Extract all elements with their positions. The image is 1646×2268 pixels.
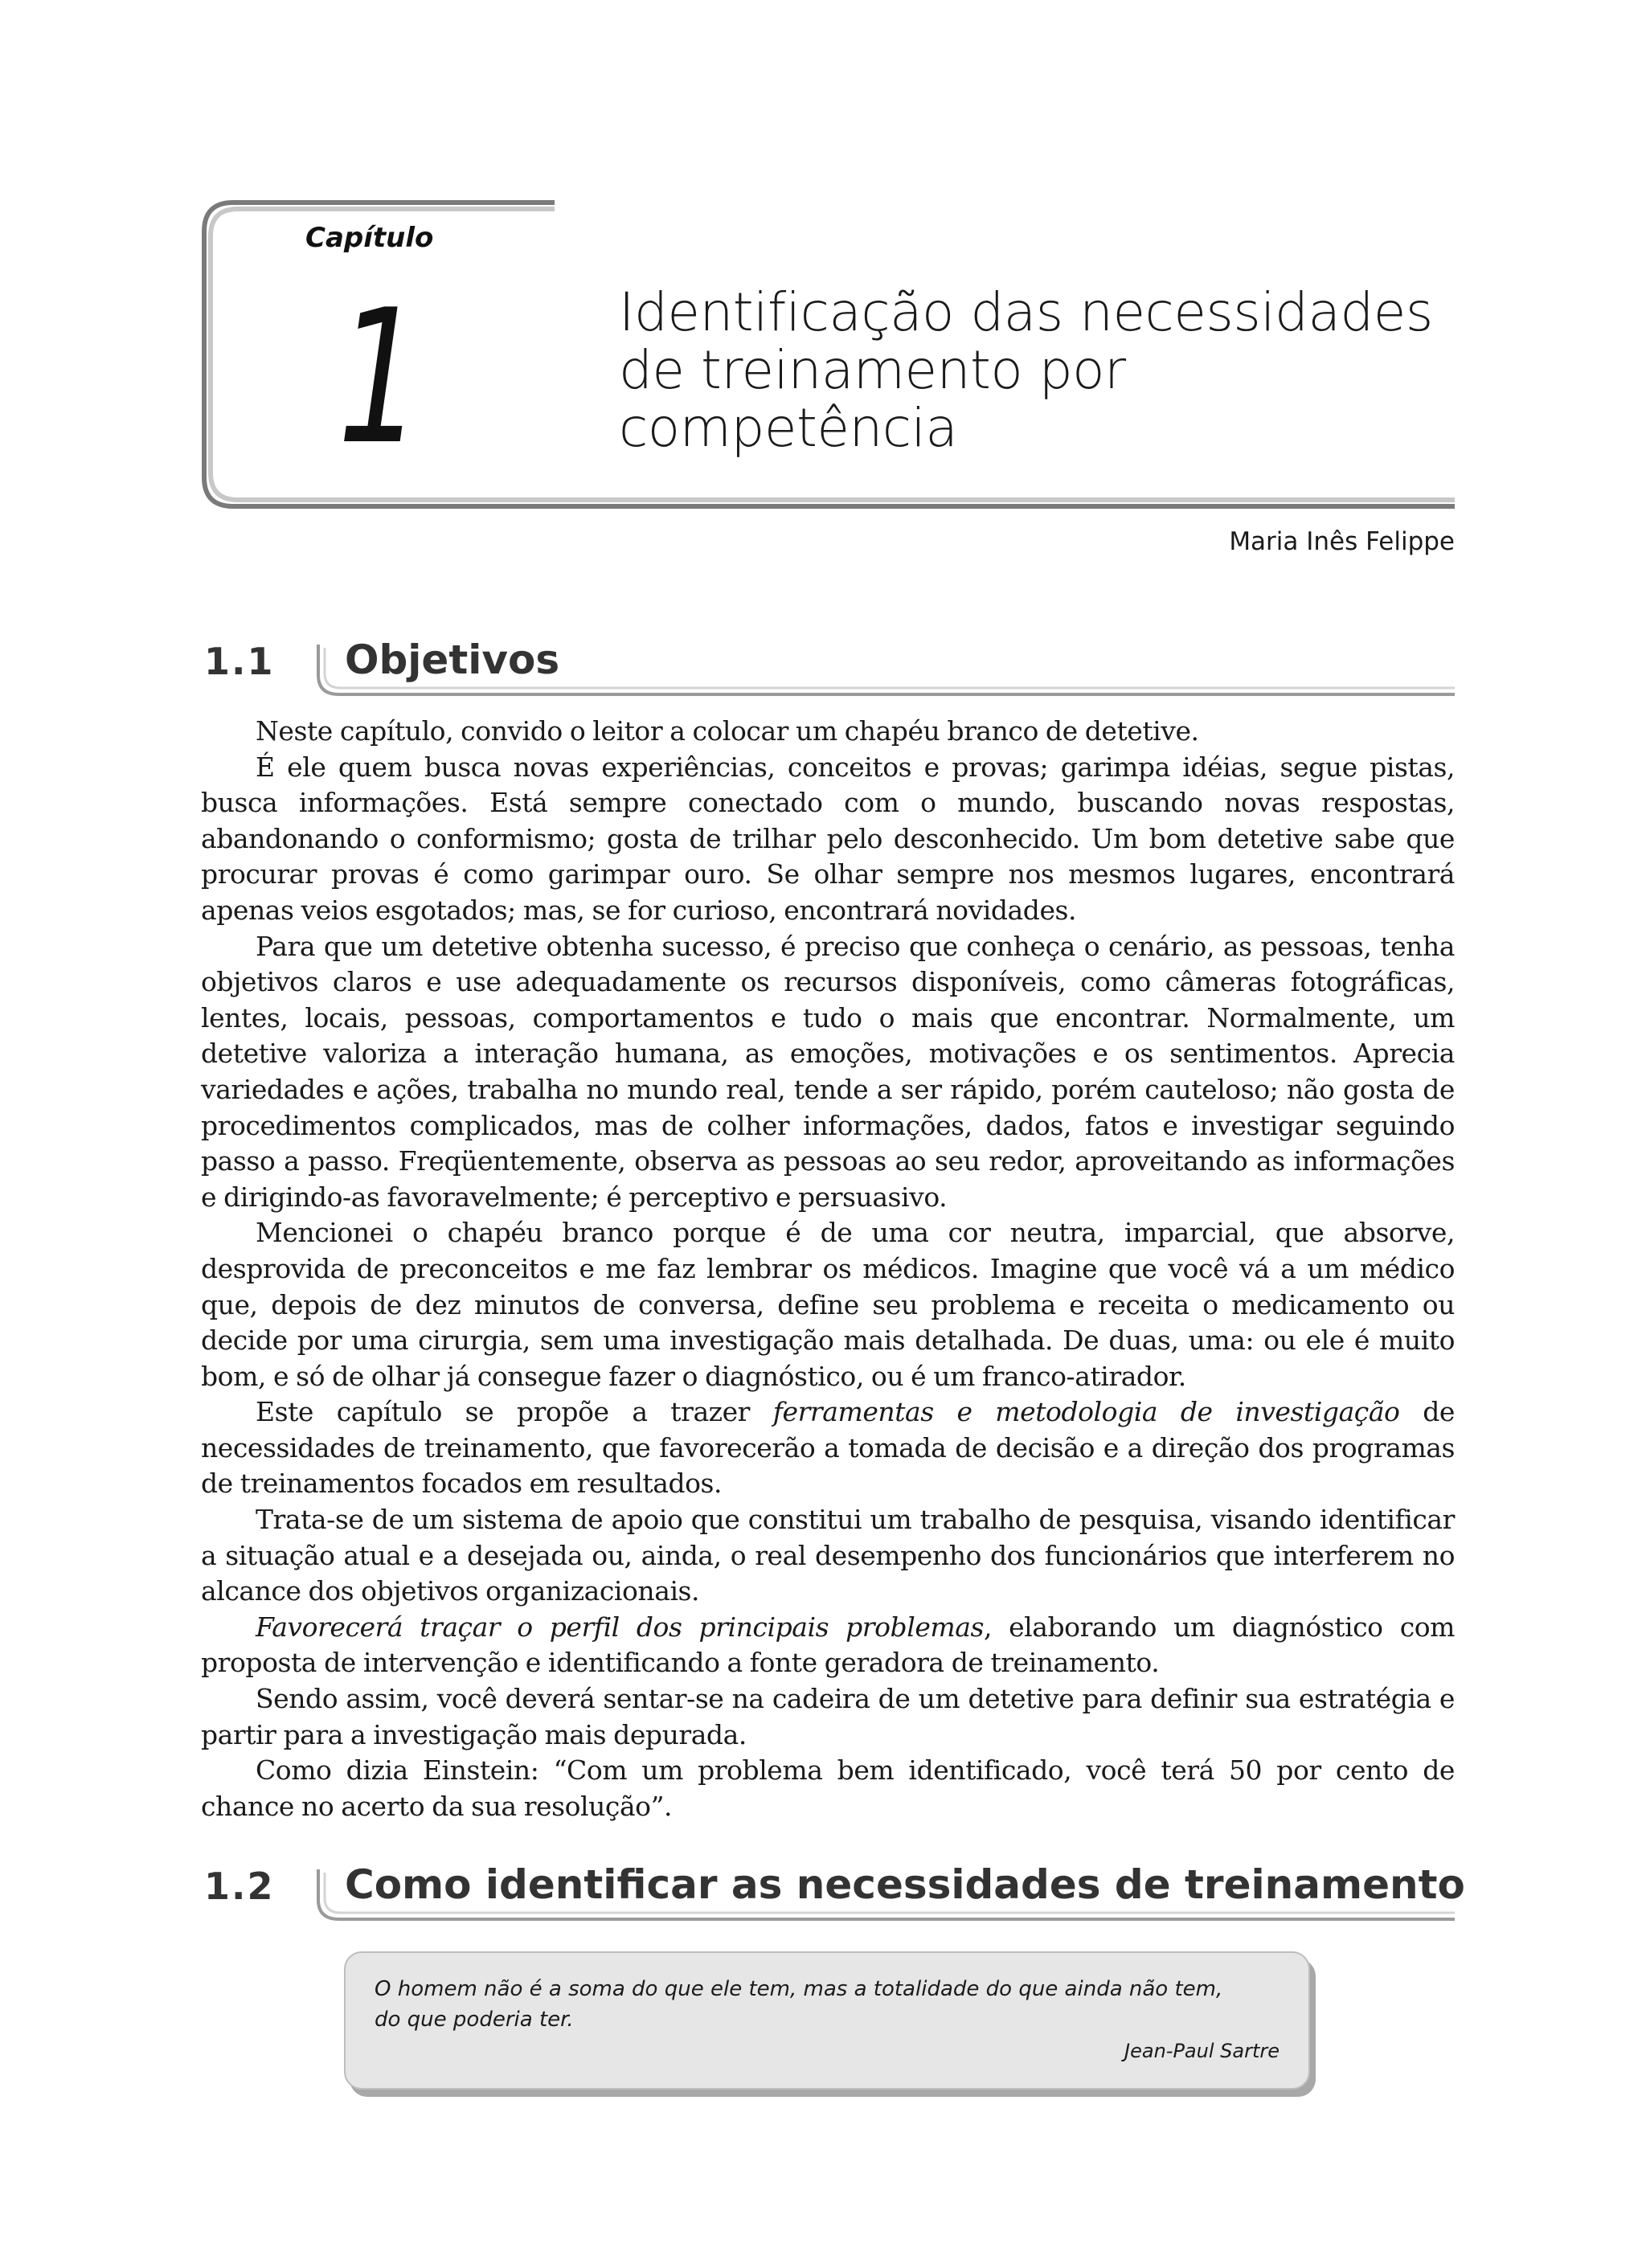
chapter-title-line: de treinamento por — [619, 339, 1126, 401]
section-heading — [204, 637, 1455, 704]
chapter-label: Capítulo — [305, 222, 434, 254]
paragraph: Sendo assim, você deverá sentar-se na cadeira de um detetive para definir sua estratégia e partir para a investigação mais depurada. — [201, 1683, 1455, 1750]
section-title: Objetivos — [345, 637, 560, 683]
author-name: Maria Inês Felippe — [1229, 527, 1455, 556]
paragraph: Mencionei o chapéu branco porque é de uma cor neutra, imparcial, que absorve, desprovida de preconceitos e me faz lembrar os médicos. Imagine que você vá a um médico que, depois de dez minutos de conversa, define seu problema e receita o medicamento ou decide por uma cirurgia, sem uma investigação mais detalhada. De duas, uma: ou ele é muito bom, e só de olhar já consegue fazer o diagnóstico, ou é um franco-atirador. — [201, 1217, 1455, 1392]
chapter-header — [201, 199, 1455, 510]
section-title: Como identificar as necessidades de treinamento — [345, 1861, 1465, 1908]
section-number: 1.2 — [204, 1865, 275, 1908]
paragraph: Neste capítulo, convido o leitor a colocar um chapéu branco de detetive. — [256, 715, 1199, 747]
paragraph: Para que um detetive obtenha sucesso, é preciso que conheça o cenário, as pessoas, tenha objetivos claros e use adequadamente os recursos disponíveis, como câmeras fotográficas, lentes, locais, pessoas, comportamentos e tudo o mais que encontrar. Normalmente, um detetive valoriza a interação humana, as emoções, motivações e os sentimentos. Aprecia variedades e ações, trabalha no mundo real, tende a ser rápido, porém cauteloso; não gosta de procedimentos complicados, mas de colher informações, dados, fatos e investigar seguindo passo a passo. Freqüentemente, observa as pessoas ao seu redor, aproveitando as informações e dirigindo-as favoravelmente; é perceptivo e persuasivo. — [201, 930, 1455, 1213]
paragraph: Como dizia Einstein: “Com um problema bem identificado, você terá 50 por cento de chance no acerto da sua resolução”. — [201, 1754, 1455, 1822]
section-heading — [204, 1861, 1465, 1929]
paragraph: É ele quem busca novas experiências, conceitos e provas; garimpa idéias, segue pistas, busca informações. Está sempre conectado com o mundo, buscando novas respostas, abandonando o conformismo; gosta de trilhar pelo desconhecido. Um bom detetive sabe que procurar provas é como garimpar ouro. Se olhar sempre nos mesmos lugares, encontrará apenas veios esgotados; mas, se for curioso, encontrará novidades. — [201, 751, 1455, 926]
quote-text — [375, 1974, 1275, 2035]
chapter-number: 1 — [338, 271, 423, 485]
quote-line: do que poderia ter. — [375, 2008, 574, 2032]
paragraph: Este capítulo se propõe a trazer ferramentas e metodologia de investigação de necessidades de treinamento, que favorecerão a tomada de decisão e a direção dos programas de treinamentos focados em resultados. — [201, 1396, 1455, 1500]
epigraph-quote — [344, 1951, 1310, 2090]
section-number: 1.1 — [204, 640, 275, 683]
chapter-title-line: competência — [619, 397, 958, 459]
quote-line: O homem não é a soma do que ele tem, mas a totalidade do que ainda não tem, — [375, 1977, 1223, 2001]
chapter-title — [619, 281, 1455, 459]
chapter-title-line: Identificação das necessidades — [619, 281, 1433, 343]
body-text — [201, 714, 1455, 1824]
paragraph: Favorecerá traçar o perfil dos principais problemas, elaborando um diagnóstico com proposta de intervenção e identificando a fonte geradora de treinamento. — [201, 1611, 1455, 1679]
quote-author: Jean-Paul Sartre — [1124, 2040, 1280, 2062]
italic-phrase: ferramentas e metodologia de investigação — [772, 1396, 1400, 1428]
italic-phrase: Favorecerá traçar o perfil dos principais problemas — [256, 1611, 984, 1643]
paragraph: Trata-se de um sistema de apoio que constitui um trabalho de pesquisa, visando identificar a situação atual e a desejada ou, ainda, o real desempenho dos funcionários que interferem no alcance dos objetivos organizacionais. — [201, 1504, 1455, 1607]
